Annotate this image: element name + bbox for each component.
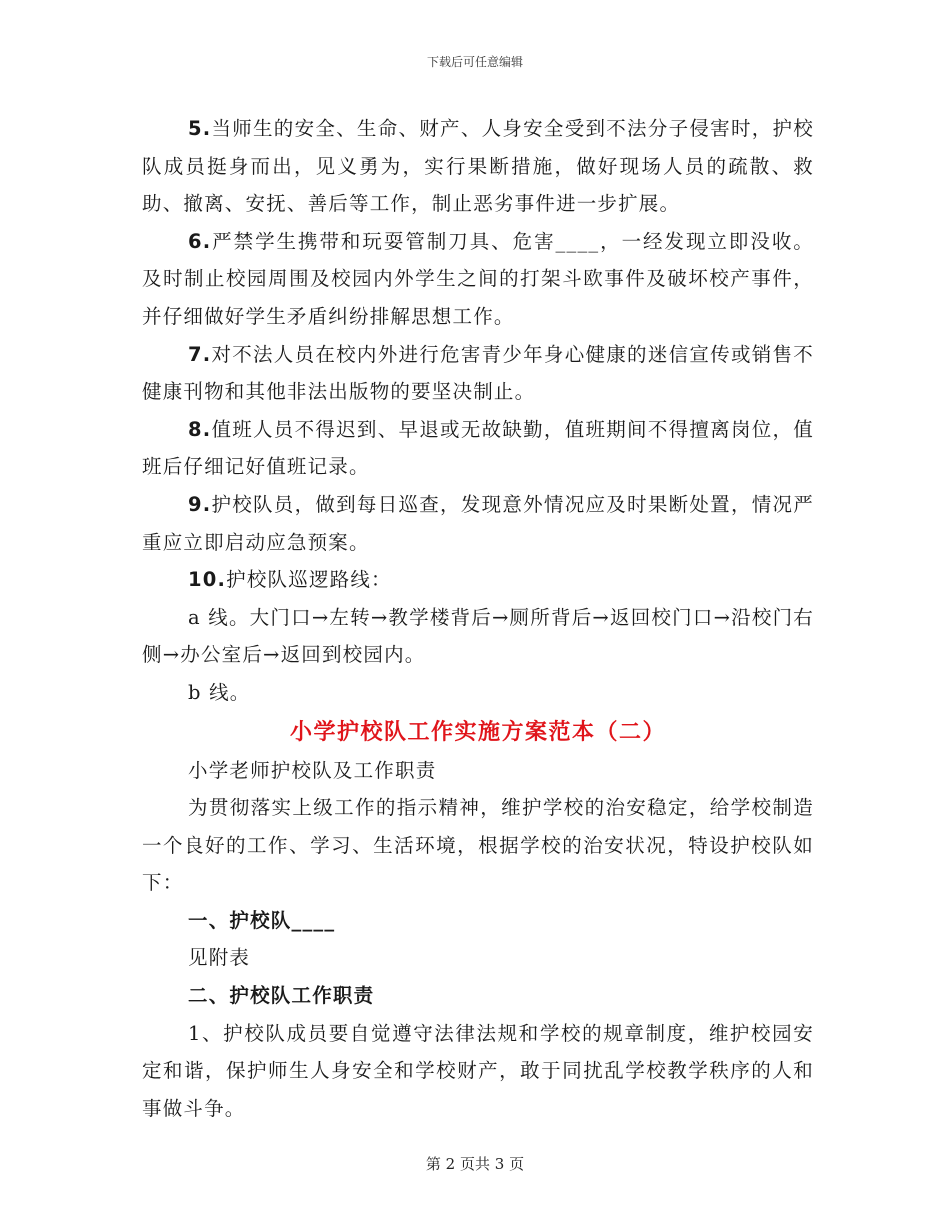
item-number: 9.: [188, 492, 212, 516]
item-number: 7.: [188, 342, 212, 366]
intro-paragraph: 为贯彻落实上级工作的指示精神，维护学校的治安稳定，给学校制造一个良好的工作、学习、生活环境，根据学校的治安状况，特设护校队如下：: [142, 796, 814, 895]
item-text: 护校队员，做到每日巡查，发现意外情况应及时果断处置，情况严重应立即启动应急预案。: [142, 492, 814, 554]
item-number: 6.: [188, 229, 212, 253]
route-b: b 线。: [188, 680, 251, 704]
item-text: 当师生的安全、生命、财产、人身安全受到不法分子侵害时，护校队成员挺身而出，见义勇为，实行果断措施，做好现场人员的疏散、救助、撤离、安抚、善后等工作，制止恶劣事件进一步扩展。: [142, 117, 814, 216]
item-number: 5.: [188, 117, 212, 140]
list-item: [142, 561, 814, 599]
item-number: 10.: [188, 568, 227, 592]
page-footer: 第 2 页共 3 页: [425, 1155, 525, 1173]
list-item: [142, 110, 814, 223]
heading-1: 一、护校队____: [188, 908, 336, 932]
heading-2: 二、护校队工作职责: [188, 984, 375, 1008]
item-number: 8.: [188, 417, 212, 441]
document-body: [142, 110, 814, 1127]
item-text: 严禁学生携带和玩耍管制刀具、危害____，一经发现立即没收。及时制止校园周围及校园内外学生之间的打架斗欧事件及破坏校产事件，并仔细做好学生矛盾纠纷排解思想工作。: [142, 229, 814, 328]
item-text: 护校队巡逻路线：: [226, 568, 392, 592]
list-item: [142, 223, 814, 336]
item-text: 对不法人员在校内外进行危害青少年身心健康的迷信宣传或销售不健康刊物和其他非法出版物的要坚决制止。: [142, 342, 814, 404]
duty-paragraph: 1、护校队成员要自觉遵守法律法规和学校的规章制度，维护校园安定和谐，保护师生人身安全和学校财产，敢于同扰乱学校教学秩序的人和事做斗争。: [142, 1021, 814, 1120]
subtitle: 小学老师护校队及工作职责: [188, 758, 437, 782]
section-title: 小学护校队工作实施方案范本（二）: [289, 718, 666, 745]
list-item: [142, 336, 814, 411]
route-a: a 线。大门口→左转→教学楼背后→厕所背后→返回校门口→沿校门右侧→办公室后→返回到校园内。: [142, 605, 814, 667]
item-text: 值班人员不得迟到、早退或无故缺勤，值班期间不得擅离岗位，值班后仔细记好值班记录。: [142, 417, 814, 479]
list-item: [142, 486, 814, 561]
page-header: 下载后可任意编辑: [426, 55, 523, 69]
heading-1-body: 见附表: [188, 946, 251, 970]
list-item: [142, 411, 814, 486]
